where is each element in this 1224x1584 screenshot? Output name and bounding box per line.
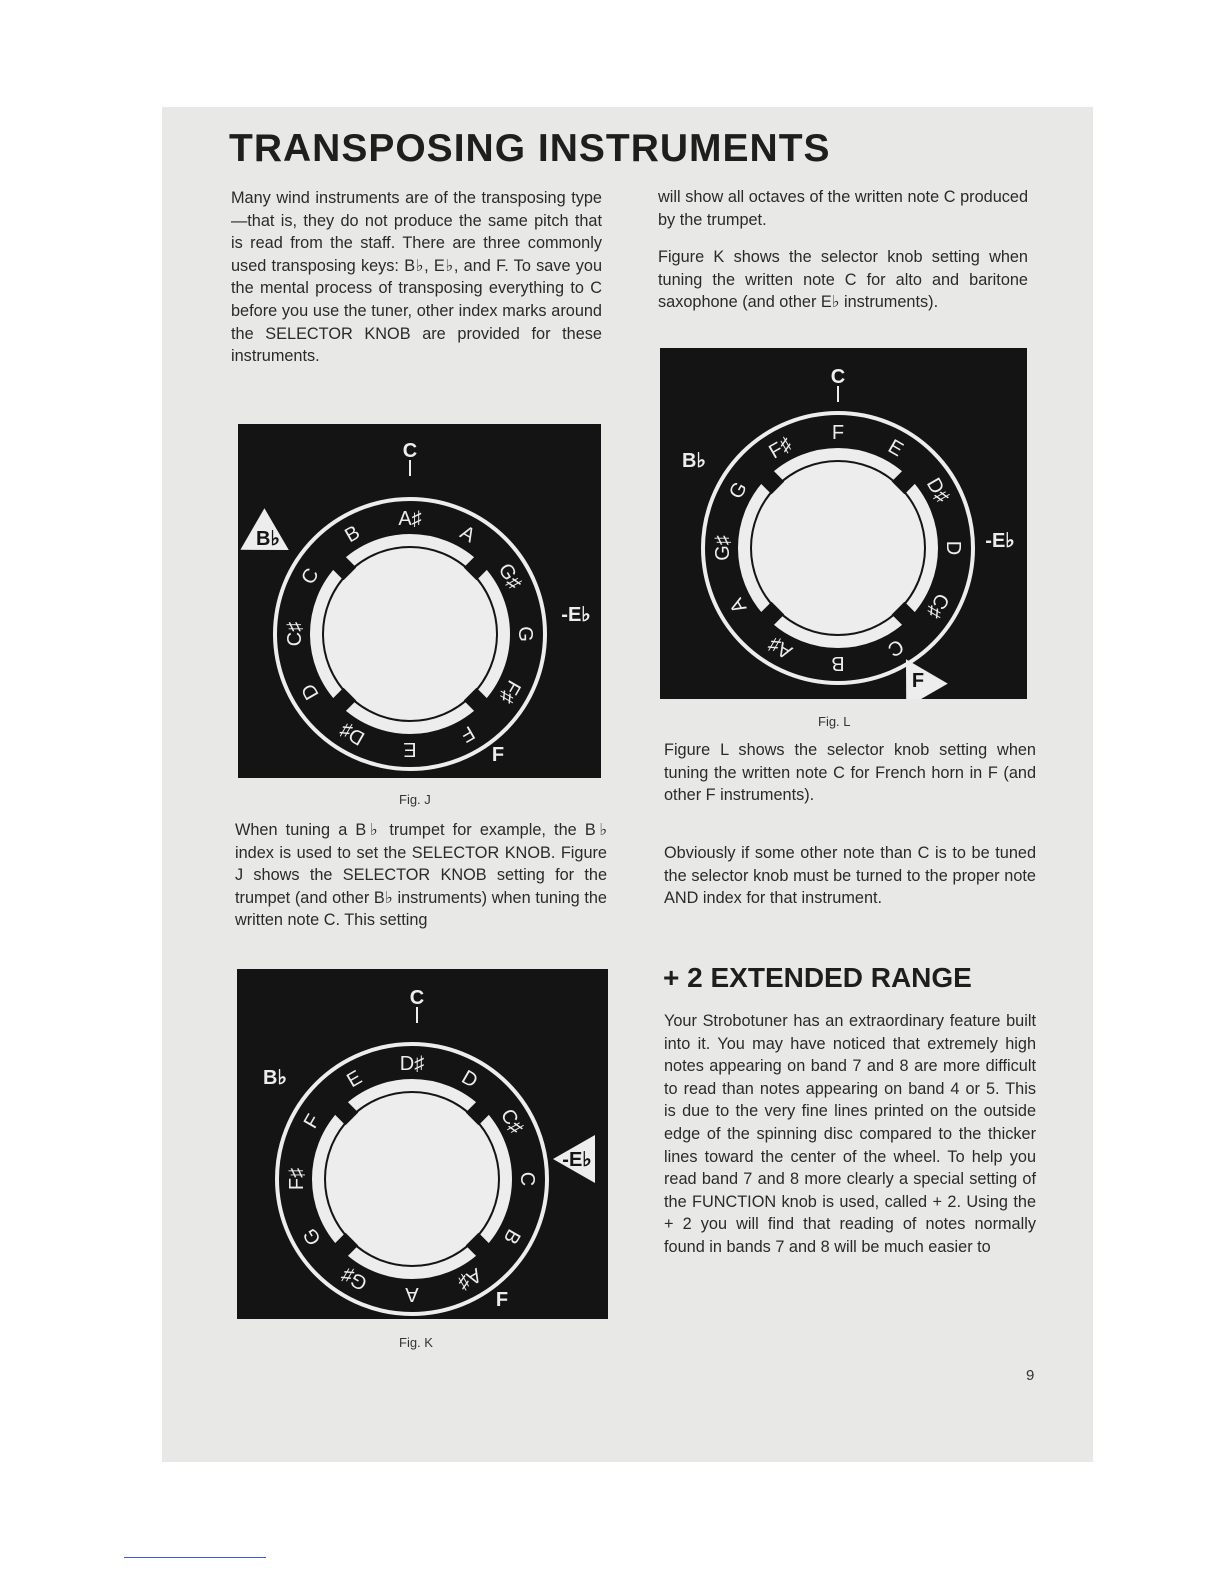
dial-note-label: F♯ <box>765 433 796 464</box>
index-label-eb: -E♭ <box>561 604 591 626</box>
dial-note-label: F <box>831 422 845 444</box>
dial-note-label: D <box>297 679 324 704</box>
dial-note-label: B <box>498 1225 525 1248</box>
dial-note-label: F <box>456 721 479 747</box>
figure-l <box>660 348 1027 699</box>
dial-note-label: A <box>405 1283 419 1305</box>
dial-note-label: B <box>831 652 845 674</box>
page-title: TRANSPOSING INSTRUMENTS <box>229 127 831 170</box>
dial-note-label: C <box>883 634 908 661</box>
index-label-eb: -E♭ <box>562 1149 592 1171</box>
index-label-bb: B♭ <box>256 528 280 550</box>
dial-note-label: E <box>343 1066 366 1093</box>
dial-note-label: E <box>884 435 907 462</box>
figure-l-caption: Fig. L <box>818 714 851 729</box>
dial-note-label: F♯ <box>286 1167 308 1191</box>
trumpet-paragraph: When tuning a B♭ trumpet for example, the B♭ index is used to set the SELECTOR KNOB. Figure J shows the SELECTOR KNOB setting for the trumpet (and other B♭ instruments) when tuning the written note C. This setting <box>235 821 607 930</box>
dial-note-label: G <box>514 626 536 642</box>
fig-k-dial <box>237 969 608 1319</box>
extended-range-paragraph: Your Strobotuner has an extraordinary feature built into it. You may have noticed that extremely high notes appearing on band 7 and 8 are more difficult to read than notes appearing on band 4 or 5. This is due to the very fine lines printed on the outside edge of the spinning disc compared to the thicker lines toward the center of the wheel. To help you read band 7 and 8 more clearly a special setting of the FUNCTION knob is used, called + 2. Using the + 2 you will find that reading of notes normally found in bands 7 and 8 will be much easier to <box>664 1012 1036 1256</box>
dial-note-label: C♯ <box>921 589 954 622</box>
index-label-bb: B♭ <box>682 450 706 472</box>
trumpet-continued-paragraph: will show all octaves of the written note C produced by the trumpet. <box>658 188 1028 229</box>
dial-note-label: D♯ <box>399 1053 425 1075</box>
dial-note-label: G <box>298 1224 326 1249</box>
dial-note-label: A♯ <box>453 1263 486 1294</box>
dial-note-label: E <box>403 738 417 760</box>
dial-note-label: D <box>942 540 964 556</box>
dial-note-label: B <box>341 521 364 548</box>
dial-note-label: D♯ <box>921 474 954 507</box>
index-label-bb: B♭ <box>263 1067 287 1089</box>
figure-k-description: Figure K shows the selector knob setting when tuning the written note C for alto and baritone saxophone (and other E♭ instruments). <box>658 248 1028 312</box>
index-label-f: F <box>495 1289 509 1311</box>
dial-note-label: D <box>457 1066 482 1093</box>
page-number: 9 <box>1026 1367 1035 1384</box>
dial-note-label: A <box>456 521 479 548</box>
dial-note-label: A <box>725 594 752 617</box>
dial-note-label: F♯ <box>494 676 525 707</box>
index-label-c: C <box>830 366 846 388</box>
dial-note-label: F <box>299 1110 325 1133</box>
fig-l-dial <box>660 348 1027 699</box>
dial-note-label: C <box>516 1171 538 1187</box>
dial-note-label: G♯ <box>337 1262 372 1295</box>
dial-note-label: A♯ <box>764 632 797 663</box>
index-label-f: F <box>491 744 505 766</box>
figure-k-caption: Fig. K <box>399 1335 433 1350</box>
dial-note-label: G♯ <box>493 559 526 594</box>
figure-j <box>238 424 601 778</box>
index-label-c: C <box>409 987 425 1009</box>
section-title-extended-range: + 2 EXTENDED RANGE <box>663 962 972 993</box>
dial-note-label: G <box>724 478 752 503</box>
figure-l-description: Figure L shows the selector knob setting when tuning the written note C for French horn in F (and other F instruments). <box>664 741 1036 805</box>
intro-paragraph: Many wind instruments are of the transposing type—that is, they do not produce the same pitch that is read from the staff. There are three commonly used transposing keys: B♭, E♭, and F. To save you the mental process of transposing everything to C before you use the tuner, other index marks around the SELECTOR KNOB are provided for these instruments. <box>231 189 602 366</box>
index-label-c: C <box>402 440 418 462</box>
footer-divider <box>124 1557 266 1558</box>
other-note-paragraph: Obviously if some other note than C is to be tuned the selector knob must be turned to the proper note AND index for that instrument. <box>664 844 1036 908</box>
dial-note-label: D♯ <box>336 717 369 750</box>
index-label-f: F <box>911 670 925 692</box>
dial-note-label: C <box>297 564 324 589</box>
figure-k <box>237 969 608 1319</box>
dial-note-label: G♯ <box>712 535 734 561</box>
dial-note-label: C♯ <box>284 621 306 647</box>
index-label-eb: -E♭ <box>985 530 1015 552</box>
fig-j-dial <box>238 424 601 778</box>
dial-note-label: C♯ <box>495 1105 528 1138</box>
dial-note-label: A♯ <box>398 508 422 530</box>
figure-j-caption: Fig. J <box>399 792 431 807</box>
